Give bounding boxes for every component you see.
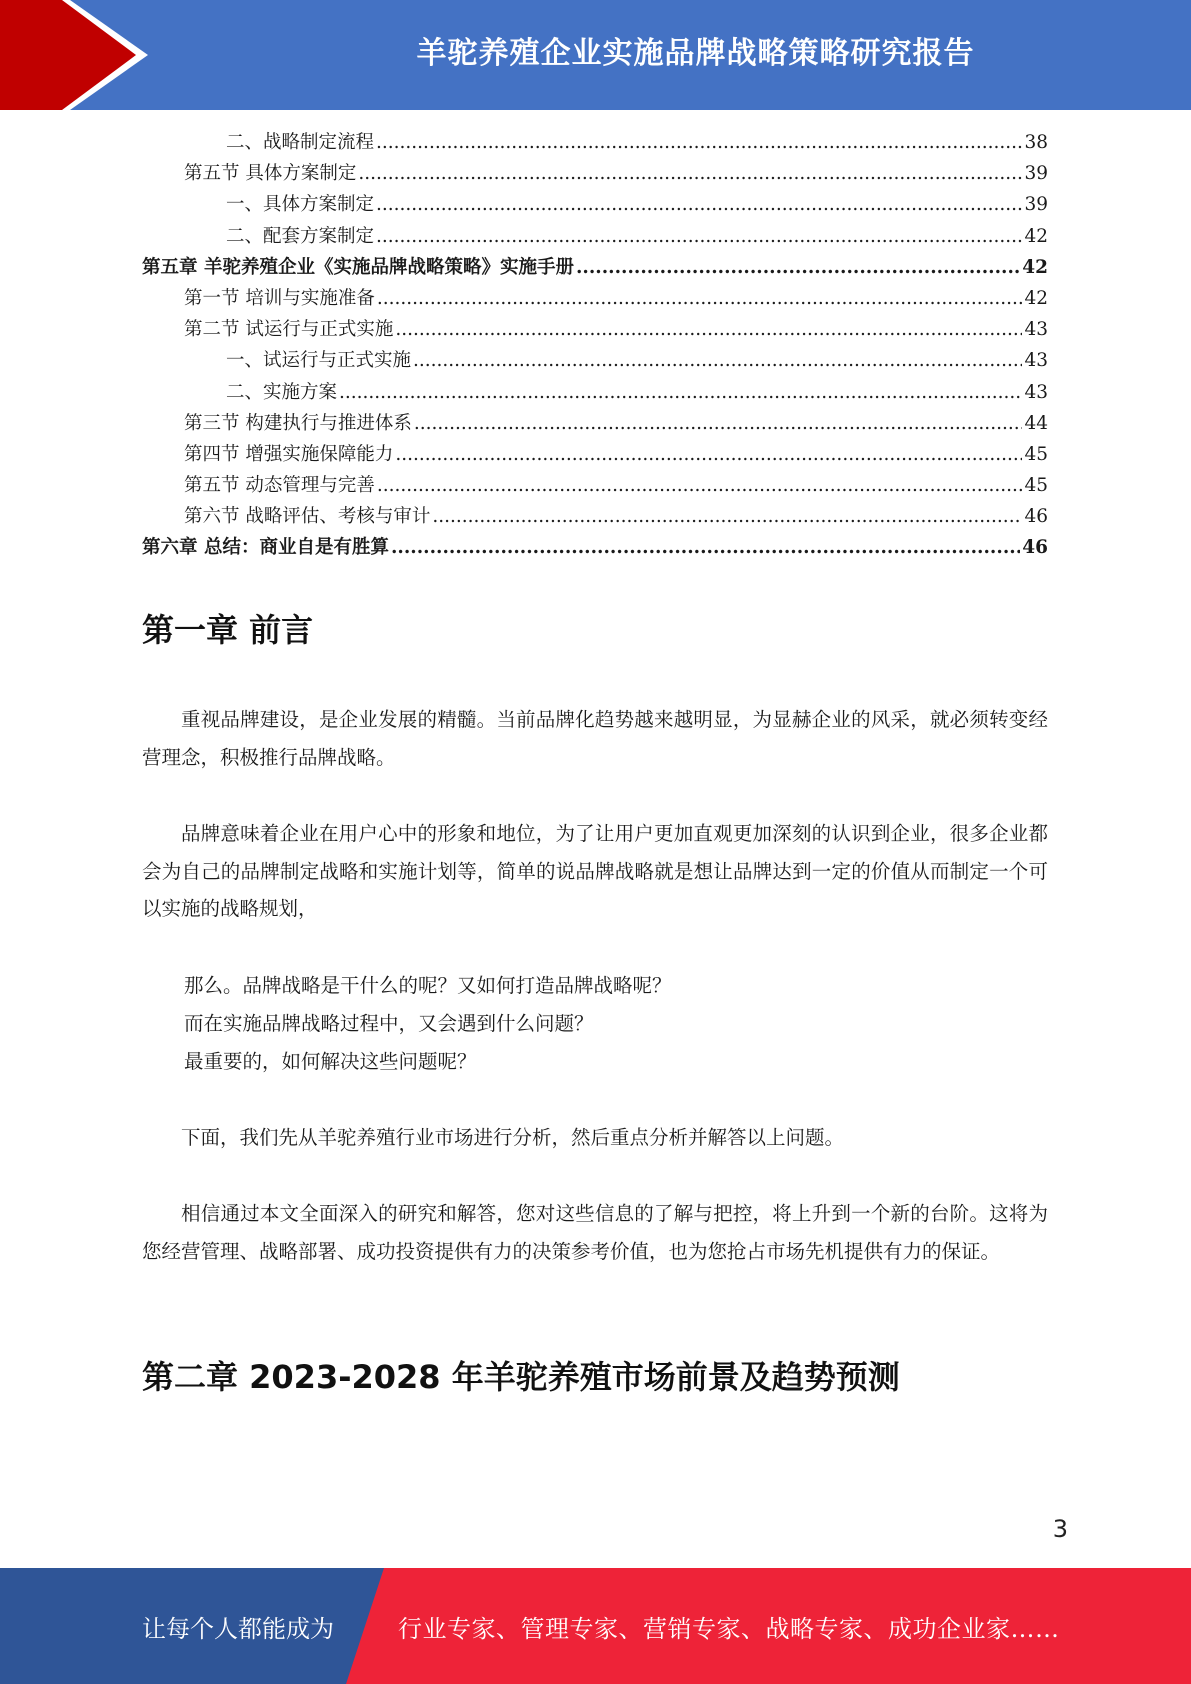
toc-entry-title: 第四节 增强实施保障能力 <box>184 443 394 465</box>
chapter-2-heading: 第二章 2023-2028 年羊驼养殖市场前景及趋势预测 <box>142 1358 900 1396</box>
toc-section-entry[interactable] <box>142 314 1048 345</box>
toc-entry-title: 第五节 具体方案制定 <box>184 163 357 185</box>
toc-subsection-entry[interactable] <box>142 189 1048 220</box>
question-line-1: 那么。品牌战略是干什么的呢？又如何打造品牌战略呢？ <box>184 974 672 997</box>
footer-slogan-left: 让每个人都能成为 <box>142 1614 334 1643</box>
toc-page-number: 46 <box>1022 537 1048 559</box>
paragraph-3: 下面，我们先从羊驼养殖行业市场进行分析，然后重点分析并解答以上问题。 <box>181 1126 845 1149</box>
toc-page-number: 43 <box>1024 381 1048 403</box>
toc-page-number: 42 <box>1024 287 1048 309</box>
toc-entry-title: 第六节 战略评估、考核与审计 <box>184 506 431 528</box>
toc-dot-leader <box>376 189 1022 220</box>
toc-section-entry[interactable] <box>142 470 1048 501</box>
toc-entry-title: 第一节 培训与实施准备 <box>184 287 375 309</box>
toc-subsection-entry[interactable] <box>142 221 1048 252</box>
toc-page-number: 42 <box>1024 225 1048 247</box>
toc-entry-title: 第五节 动态管理与完善 <box>184 475 375 497</box>
toc-entry-title: 第三节 构建执行与推进体系 <box>184 412 412 434</box>
toc-chapter-entry[interactable] <box>142 532 1048 563</box>
toc-page-number: 38 <box>1024 132 1048 153</box>
table-of-contents <box>142 127 1048 564</box>
toc-page-number: 43 <box>1024 319 1048 341</box>
toc-page-number: 45 <box>1024 475 1048 497</box>
toc-dot-leader <box>358 158 1022 189</box>
toc-section-entry[interactable] <box>142 158 1048 189</box>
toc-entry-title: 二、配套方案制定 <box>226 225 375 247</box>
toc-subsection-entry[interactable] <box>142 345 1048 376</box>
paragraph-2: 品牌意味着企业在用户心中的形象和地位，为了让用户更加直观更加深刻的认识到企业，很多企业都会为自己的品牌制定战略和实施计划等，简单的说品牌战略就是想让品牌达到一定的价值从而制定一个可以实施的战略规划， <box>142 822 1048 920</box>
toc-entry-title: 第六章 总结：商业自是有胜算 <box>142 537 389 559</box>
toc-dot-leader <box>413 345 1022 376</box>
question-line-2: 而在实施品牌战略过程中，又会遇到什么问题？ <box>184 1012 594 1035</box>
toc-dot-leader <box>377 470 1023 501</box>
toc-section-entry[interactable] <box>142 439 1048 470</box>
toc-entry-title: 二、实施方案 <box>226 381 338 403</box>
toc-page-number: 39 <box>1024 194 1048 216</box>
toc-dot-leader <box>414 408 1023 439</box>
toc-entry-title: 二、战略制定流程 <box>226 132 375 153</box>
toc-section-entry[interactable] <box>142 501 1048 532</box>
toc-section-entry[interactable] <box>142 408 1048 439</box>
document-title: 羊驼养殖企业实施品牌战略策略研究报告 <box>416 36 975 71</box>
toc-section-entry[interactable] <box>142 283 1048 314</box>
paragraph-1: 重视品牌建设，是企业发展的精髓。当前品牌化趋势越来越明显，为显赫企业的风采，就必须转变经营理念，积极推行品牌战略。 <box>142 708 1048 769</box>
toc-entry-title: 第二节 试运行与正式实施 <box>184 319 394 341</box>
toc-dot-leader <box>395 439 1022 470</box>
toc-dot-leader <box>432 501 1022 532</box>
toc-dot-leader <box>395 314 1022 345</box>
toc-entry-title: 第五章 羊驼养殖企业《实施品牌战略策略》实施手册 <box>142 256 574 278</box>
toc-dot-leader <box>391 532 1020 563</box>
toc-page-number: 46 <box>1024 506 1048 528</box>
toc-entry-title: 一、具体方案制定 <box>226 194 375 216</box>
toc-page-number: 42 <box>1022 256 1048 278</box>
toc-page-number: 39 <box>1024 163 1048 185</box>
toc-dot-leader <box>376 221 1022 252</box>
paragraph-4: 相信通过本文全面深入的研究和解答，您对这些信息的了解与把控，将上升到一个新的台阶。这将为您经营管理、战略部署、成功投资提供有力的决策参考价值，也为您抢占市场先机提供有力的保证。 <box>142 1202 1048 1263</box>
question-line-3: 最重要的，如何解决这些问题呢？ <box>184 1050 477 1073</box>
chapter-1-heading: 第一章 前言 <box>142 611 314 649</box>
header-banner <box>0 0 1191 110</box>
toc-page-number: 44 <box>1024 412 1048 434</box>
toc-dot-leader <box>576 252 1020 283</box>
toc-chapter-entry[interactable] <box>142 252 1048 283</box>
toc-page-number: 45 <box>1024 443 1048 465</box>
page-number: 3 <box>1052 1515 1068 1543</box>
red-chevron-decoration <box>0 0 160 110</box>
toc-entry-title: 一、试运行与正式实施 <box>226 350 412 372</box>
toc-dot-leader <box>376 127 1022 158</box>
footer-slogan-right: 行业专家、管理专家、营销专家、战略专家、成功企业家…… <box>398 1614 1060 1643</box>
toc-subsection-entry[interactable] <box>142 377 1048 408</box>
toc-page-number: 43 <box>1024 350 1048 372</box>
toc-subsection-entry[interactable] <box>142 127 1048 158</box>
toc-dot-leader <box>339 377 1022 408</box>
footer-banner <box>0 1568 1191 1684</box>
toc-dot-leader <box>377 283 1023 314</box>
